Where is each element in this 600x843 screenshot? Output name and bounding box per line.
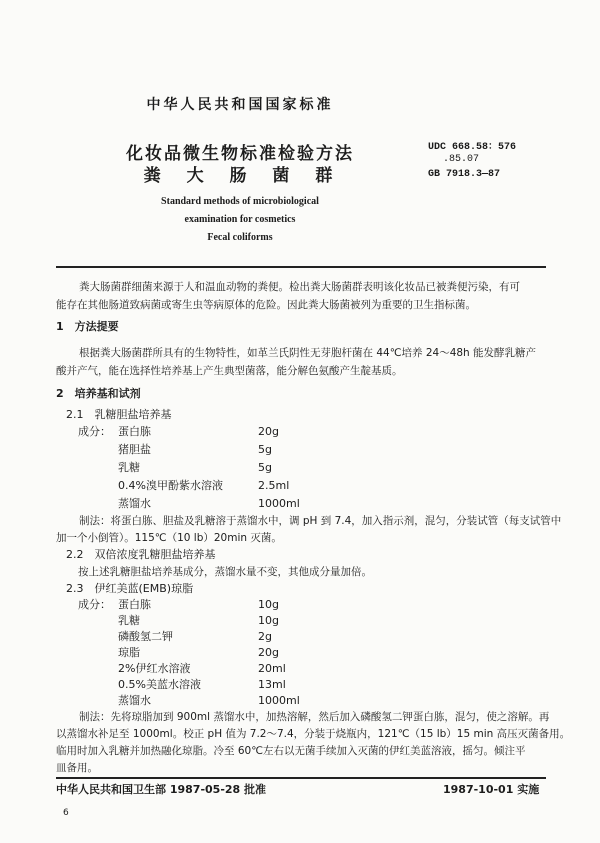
method-2-1-line-2: 加一个小倒管）。115℃（10 lb）20min 灭菌。 [56,532,282,544]
ingredient-name: 蛋白胨 [118,425,151,438]
ingredient-name: 0.5%美蓝水溶液 [118,678,201,691]
ingredient-amount: 20ml [258,662,286,675]
approval-line: 中华人民共和国卫生部 1987-05-28 批准 [56,783,267,796]
ingredient-amount: 5g [258,443,272,456]
section-1-line-1: 根据粪大肠菌群所具有的生物特性，如革兰氏阴性无芽胞杆菌在 44℃培养 24～48h 能发酵乳糖产 [79,347,537,359]
ingredient-name: 磷酸氢二钾 [118,630,173,643]
section-2-heading: 2 培养基和试剂 [56,387,141,400]
ingredient-amount: 5g [258,461,272,474]
section-2-1-heading: 2.1 乳糖胆盐培养基 [66,408,172,421]
ingredient-amount: 10g [258,614,279,627]
method-2-3-line-4: 皿备用。 [56,762,98,774]
ingredient-name: 乳糖 [118,614,140,627]
udc-code-cont: .85.07 [443,154,480,165]
ingredient-name: 2%伊红水溶液 [118,662,191,675]
ingredient-name: 蛋白胨 [118,598,151,611]
section-1-line-2: 酸并产气，能在选择性培养基上产生典型菌落，能分解色氨酸产生靛基质。 [56,365,403,377]
title-cn-1: 化妆品微生物标准检验方法 [126,144,354,164]
section-2-2-text: 按上述乳糖胆盐培养基成分，蒸馏水量不变，其他成分量加倍。 [78,566,372,578]
udc-code: UDC 668.58：576 [428,142,517,153]
ingredient-name: 琼脂 [118,646,140,659]
ingredient-name: 乳糖 [118,461,140,474]
intro-line-1: 粪大肠菌群细菌来源于人和温血动物的粪便。检出粪大肠菌群表明该化妆品已被粪便污染，有可 [79,281,520,293]
method-2-3-line-2: 以蒸馏水补足至 1000ml。校正 pH 值为 7.2～7.4，分装于烧瓶内，121℃（15 lb）15 min 高压灭菌备用。 [56,728,571,740]
ingredient-amount: 20g [258,646,279,659]
title-cn-2: 粪 大 肠 菌 群 [143,166,337,186]
section-1-heading: 1 方法提要 [56,320,119,333]
method-2-1-line-1: 制法：将蛋白胨、胆盐及乳糖溶于蒸馏水中，调 pH 到 7.4，加入指示剂，混匀，分装试管（每支试管中 [79,515,562,527]
method-2-3-line-3: 临用时加入乳糖并加热融化琼脂。冷至 60℃左右以无菌手续加入灭菌的伊红美蓝溶液，摇匀。倾注平 [56,745,526,757]
title-en-2: examination for cosmetics [184,214,296,225]
ingredient-amount: 2.5ml [258,479,290,492]
ingredient-amount: 1000ml [258,497,300,510]
method-2-3-line-1: 制法：先将琼脂加到 900ml 蒸馏水中，加热溶解，然后加入磷酸氢二钾蛋白胨，混匀，使之溶解。再 [79,711,550,723]
footer-divider [56,777,546,779]
national-standard-heading: 中华人民共和国国家标准 [146,97,334,113]
page-number: 6 [63,808,69,818]
section-2-3-heading: 2.3 伊红美蓝(EMB)琼脂 [66,582,194,595]
gb-code: GB 7918.3—87 [428,169,501,180]
ingredient-name: 0.4%溴甲酚紫水溶液 [118,479,223,492]
ingredient-name: 蒸馏水 [118,497,151,510]
ingredient-amount: 13ml [258,678,286,691]
title-en-3: Fecal coliforms [207,232,273,243]
intro-line-2: 能存在其他肠道致病菌或寄生虫等病原体的危险。因此粪大肠菌被列为重要的卫生指标菌。 [56,299,476,311]
ingredient-amount: 10g [258,598,279,611]
section-2-2-heading: 2.2 双倍浓度乳糖胆盐培养基 [66,548,216,561]
ingredients-label: 成分： [78,598,111,611]
ingredient-name: 猪胆盐 [118,443,151,456]
ingredient-name: 蒸馏水 [118,694,151,707]
header-divider [56,266,546,268]
title-en-1: Standard methods of microbiological [161,196,319,207]
ingredients-label: 成分： [78,425,111,438]
effective-date: 1987-10-01 实施 [443,783,540,796]
ingredient-amount: 2g [258,630,272,643]
ingredient-amount: 20g [258,425,279,438]
ingredient-amount: 1000ml [258,694,300,707]
